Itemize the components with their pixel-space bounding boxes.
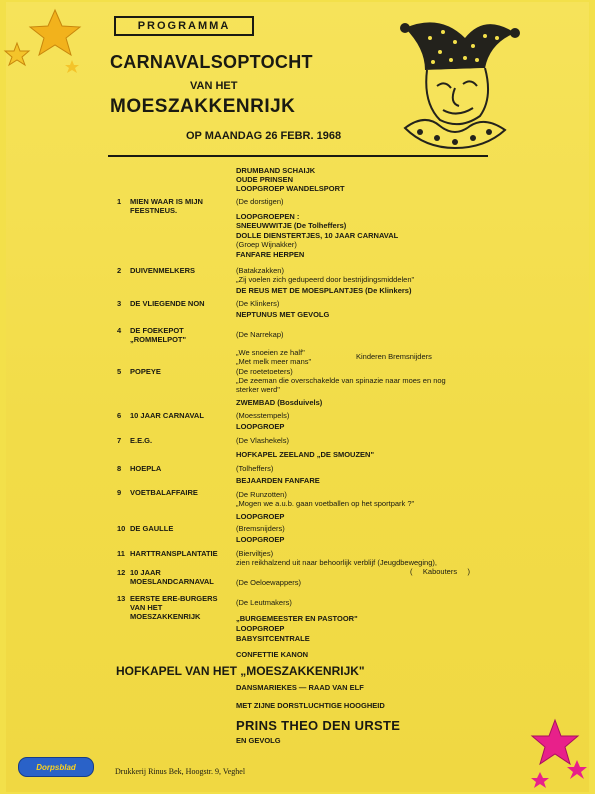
program-line: (Tolheffers): [236, 464, 274, 473]
program-line: LOOPGROEP: [236, 624, 285, 633]
dorpsblad-logo: Dorpsblad: [18, 757, 94, 777]
item-name: DE GAULLE: [130, 524, 174, 533]
jester-illustration: [385, 8, 525, 158]
item-number: 12: [117, 568, 126, 577]
item-number: 13: [117, 594, 126, 603]
program-line: DOLLE DIENSTERTJES, 10 JAAR CARNAVAL: [236, 231, 399, 240]
program-line: FANFARE HERPEN: [236, 250, 305, 259]
gold-stars-decoration: [0, 0, 100, 80]
program-line: DE REUS MET DE MOESPLANTJES (De Klinkers): [236, 286, 412, 295]
hofkapel-heading: HOFKAPEL VAN HET „MOESZAKKENRIJK": [116, 664, 365, 678]
program-line: (Moesstempels): [236, 411, 290, 420]
programma-label: PROGRAMMA: [114, 16, 254, 36]
prins-heading: PRINS THEO DEN URSTE: [236, 718, 401, 733]
item-number: 1: [117, 197, 122, 206]
program-line: LOOPGROEP: [236, 535, 285, 544]
program-line: „We snoeien ze half": [236, 348, 305, 357]
program-line: SNEEUWWITJE (De Tolheffers): [236, 221, 347, 230]
gold-star-icon: [5, 43, 29, 65]
gold-star-icon: [65, 60, 79, 73]
program-line: (Bierviltjes): [236, 549, 274, 558]
program-line: DRUMBAND SCHAIJK: [236, 166, 316, 175]
program-line: (De Narrekap): [236, 330, 284, 339]
program-line: LOOPGROEP: [236, 512, 285, 521]
program-line: EN GEVOLG: [236, 736, 281, 745]
program-line: HOFKAPEL ZEELAND „DE SMOUZEN": [236, 450, 375, 459]
item-name: 10 JAAR MOESLANDCARNAVAL: [130, 568, 214, 586]
printer-credit: Drukkerij Rinus Bek, Hoogstr. 9, Veghel: [115, 767, 246, 776]
program-line: „Mogen we a.u.b. gaan voetballen op het sportpark ?": [236, 499, 415, 508]
item-number: 9: [117, 488, 122, 497]
item-number: 2: [117, 266, 122, 275]
program-line: ZWEMBAD (Bosduivels): [236, 398, 323, 407]
program-line: „BURGEMEESTER EN PASTOOR": [236, 614, 358, 623]
program-line: (Bremsnijders): [236, 524, 285, 533]
item-number: 6: [117, 411, 122, 420]
page-title: CARNAVALSOPTOCHT: [110, 52, 313, 72]
item-name: MIEN WAAR IS MIJN FEESTNEUS.: [130, 197, 203, 215]
program-line: NEPTUNUS MET GEVOLG: [236, 310, 330, 319]
item-number: 3: [117, 299, 122, 308]
item-name: DUIVENMELKERS: [130, 266, 196, 275]
program-line: „De zeeman die overschakelde van spinazie naar moes en nog: [236, 376, 446, 385]
program-line: (De Leutmakers): [236, 598, 292, 607]
program-line: (De roetetoeters): [236, 367, 293, 376]
program-line: (Groep Wijnakker): [236, 240, 297, 249]
program-line: CONFETTIE KANON: [236, 650, 309, 659]
item-number: 7: [117, 436, 122, 445]
program-line: (Batakzakken): [236, 266, 284, 275]
program-line: DANSMARIEKES — RAAD VAN ELF: [236, 683, 364, 692]
program-line: BEJAARDEN FANFARE: [236, 476, 320, 485]
program-line: (De dorstigen): [236, 197, 284, 206]
gold-star-icon: [30, 10, 80, 55]
item-name: HOEPLA: [130, 464, 162, 473]
item-number: 10: [117, 524, 126, 533]
item-name: VOETBALAFFAIRE: [130, 488, 198, 497]
program-line: MET ZIJNE DORSTLUCHTIGE HOOGHEID: [236, 701, 385, 710]
item-name: EERSTE ERE-BURGERS VAN HET MOESZAKKENRIJK: [130, 594, 218, 621]
program-line: zien reikhalzend uit naar behoorlijk verblijf (Jeugdbeweging),: [236, 558, 437, 567]
program-line: (De Oeloewappers): [236, 578, 302, 587]
event-date: OP MAANDAG 26 FEBR. 1968: [186, 130, 342, 142]
program-line: OUDE PRINSEN: [236, 175, 294, 184]
item-number: 8: [117, 464, 122, 473]
item-name: POPEYE: [130, 367, 161, 376]
program-line: sterker werd": [236, 385, 280, 394]
program-line: (De Runzotten): [236, 490, 287, 499]
divider: [108, 155, 488, 157]
page-subtitle: MOESZAKKENRIJK: [110, 96, 296, 117]
program-line: Kinderen Bremsnijders: [356, 352, 432, 361]
program-line: BABYSITCENTRALE: [236, 634, 310, 643]
item-name: E.E.G.: [130, 436, 153, 445]
pink-star-icon: [532, 720, 578, 764]
program-line: (De Vlashekels): [236, 436, 289, 445]
item-name: 10 JAAR CARNAVAL: [130, 411, 204, 420]
item-number: 5: [117, 367, 122, 376]
program-line: LOOPGROEP WANDELSPORT: [236, 184, 345, 193]
program-line: ( Kabouters ): [410, 567, 471, 576]
item-name: DE VLIEGENDE NON: [130, 299, 205, 308]
item-name: HARTTRANSPLANTATIE: [130, 549, 218, 558]
item-name: DE FOEKEPOT „ROMMELPOT": [130, 326, 187, 344]
pink-star-icon: [531, 772, 549, 788]
program-line: „Met melk meer mans": [236, 357, 312, 366]
item-number: 4: [117, 326, 122, 335]
title-connector: VAN HET: [190, 80, 238, 92]
program-line: (De Klinkers): [236, 299, 280, 308]
pink-stars-decoration: [515, 712, 595, 794]
program-line: „Zij voelen zich gedupeerd door bestrijdingsmiddelen": [236, 275, 415, 284]
program-line: LOOPGROEPEN :: [236, 212, 300, 221]
program-line: LOOPGROEP: [236, 422, 285, 431]
item-number: 11: [117, 549, 125, 558]
